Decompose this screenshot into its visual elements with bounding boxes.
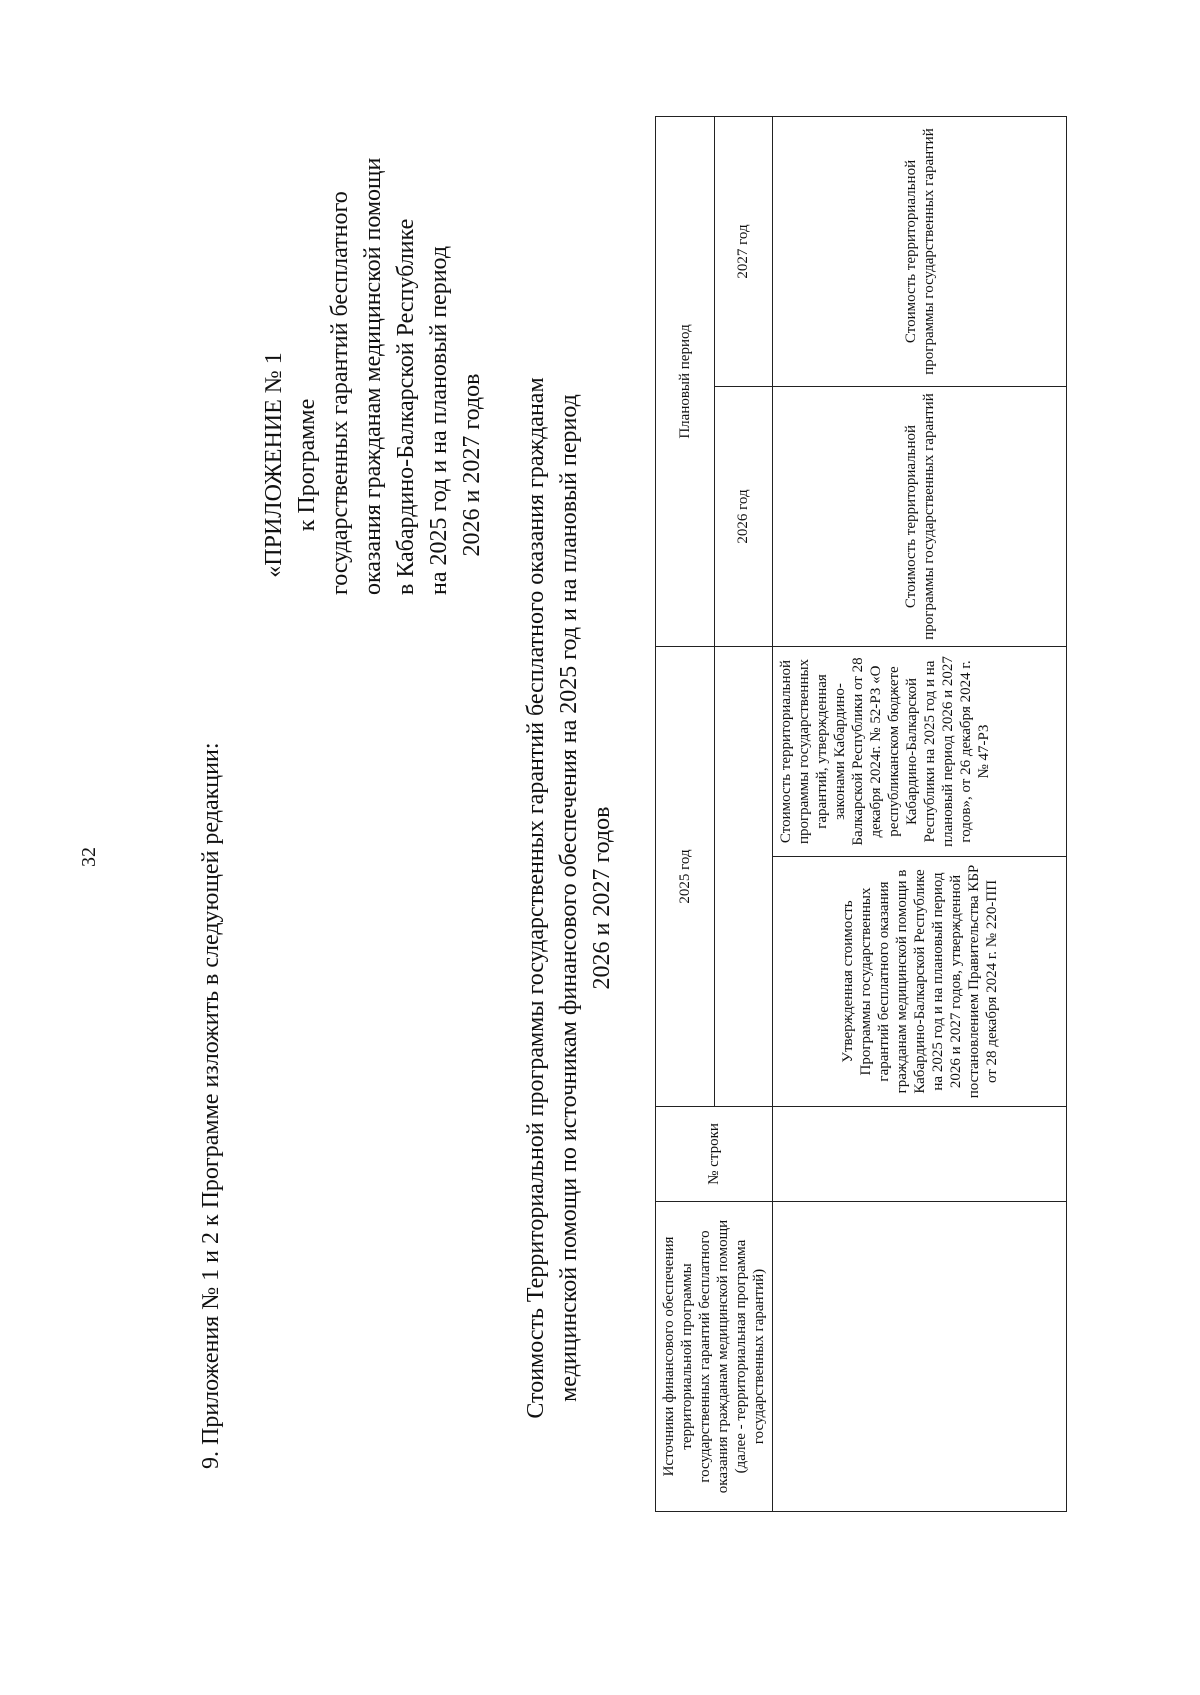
header-2026: 2026 год <box>714 386 773 646</box>
header-2025-laws-cost: Стоимость территориальной программы государственных гарантий, утвержденная законами Кабардино-Балкарской Республики от 28 декабря 2024г. № 52-РЗ «О республиканском бюджете Кабардино-Балкарской Республики на 2025 год и на плановый период 2026 и 2027 годов», от 26 декабря 2024 г. № 47-РЗ <box>773 646 1067 856</box>
header-2025: 2025 год <box>656 646 715 1106</box>
appendix-line: оказания гражданам медицинской помощи <box>360 157 386 595</box>
cost-table <box>655 116 1067 1512</box>
header-source: Источники финансового обеспечения территориальной программы государственных гарантий бесплатного оказания гражданам медицинской помощи (далее - территориальная программа государственных гарантий) <box>656 1202 773 1512</box>
header-2026-cost: Стоимость территориальной программы государственных гарантий <box>773 386 1067 646</box>
appendix-line: в Кабардино-Балкарской Республике <box>393 218 419 595</box>
intro-paragraph: 9. Приложения № 1 и 2 к Программе изложить в следующей редакции: <box>198 742 224 1469</box>
appendix-line: 2026 и 2027 годов <box>459 373 485 557</box>
appendix-line: государственных гарантий бесплатного <box>327 191 353 595</box>
header-planned-period: Плановый период <box>656 116 715 646</box>
header-2025-approved-cost: Утвержденная стоимость Программы государственных гарантий бесплатного оказания гражданам медицинской помощи в Кабардино-Балкарской Республике на 2025 год и на плановый период 2026 и 2027 годов, утвержденной постановлением Правительства КБР от 28 декабря 2024 г. № 220-ПП <box>773 857 1067 1107</box>
document-title <box>520 373 619 1423</box>
appendix-line: на 2025 год и на плановый период <box>426 245 452 595</box>
appendix-line: «ПРИЛОЖЕНИЕ № 1 <box>261 352 287 578</box>
appendix-header <box>258 157 489 595</box>
title-line: 2026 и 2027 годов <box>589 806 615 990</box>
header-row-number: № строки <box>656 1107 773 1202</box>
appendix-line: к Программе <box>294 398 320 532</box>
title-line: медицинской помощи по источникам финансового обеспечения на 2025 год и на плановый период <box>556 394 582 1402</box>
header-2027-cost: Стоимость территориальной программы государственных гарантий <box>773 116 1067 386</box>
header-2027: 2027 год <box>714 116 773 386</box>
page-number: 32 <box>78 847 100 867</box>
title-line: Стоимость Территориальной программы государственных гарантий бесплатного оказания гражданам <box>523 377 549 1419</box>
